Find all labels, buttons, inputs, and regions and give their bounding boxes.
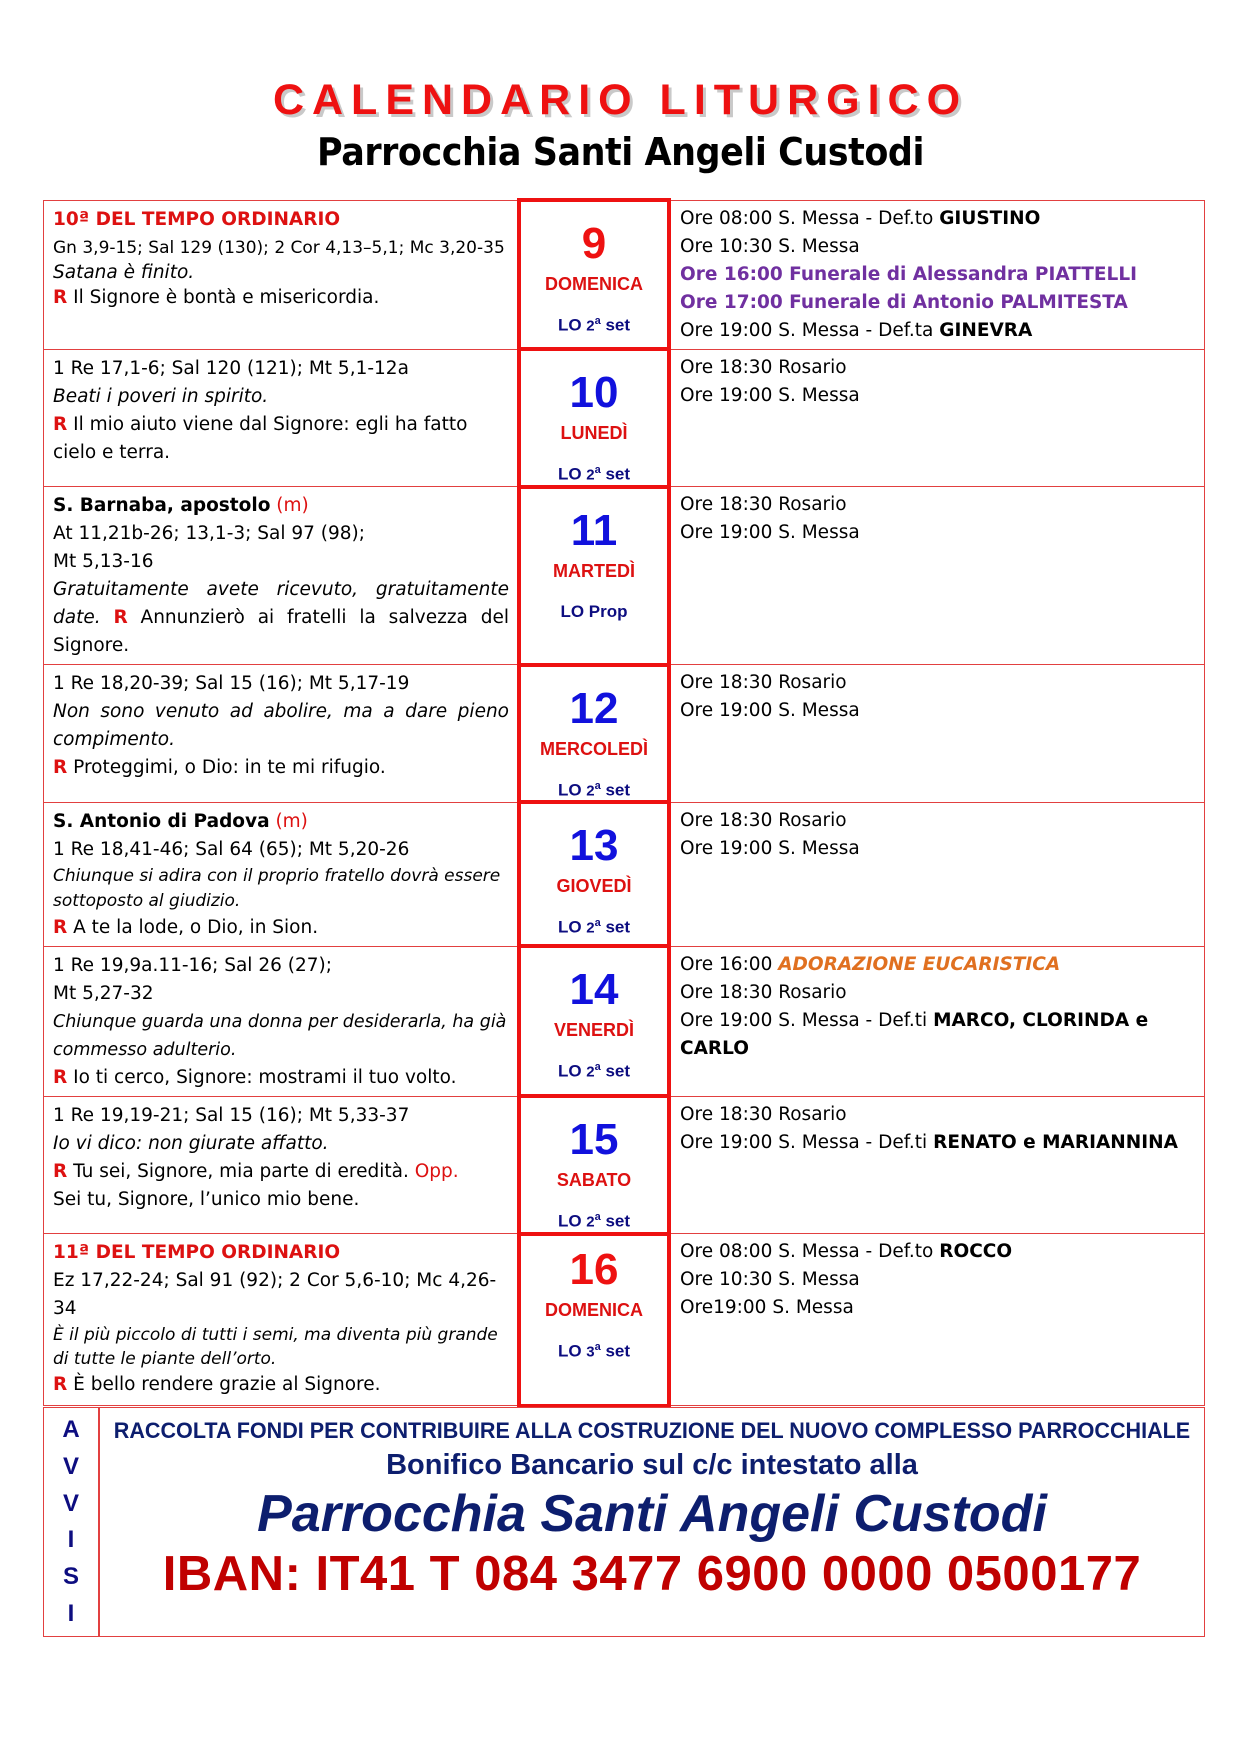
- antiphon: Beati i poveri in spirito.: [53, 385, 269, 407]
- scripture-refs: Ez 17,22-24; Sal 91 (92); 2 Cor 5,6-10; Mc 4,26-34: [53, 1270, 497, 1320]
- readings-cell: [44, 200, 520, 349]
- notices-letter: I: [67, 1526, 75, 1554]
- response-text: Il Signore è bontà e misericordia.: [67, 286, 380, 308]
- response-text: Il mio aiuto viene dal Signore: egli ha fatto cielo e terra.: [53, 413, 468, 463]
- events-cell: [669, 349, 1205, 487]
- events-cell: [669, 665, 1205, 803]
- response-marker: R: [53, 1160, 68, 1182]
- response-text: Io ti cerco, Signore: mostrami il tuo volto.: [67, 1066, 457, 1088]
- readings-cell: [44, 349, 520, 487]
- events-cell: [669, 1096, 1205, 1234]
- event-line: Ore 16:00 ADORAZIONE EUCARISTICA: [680, 953, 1061, 975]
- event-line: Ore 19:00 S. Messa: [680, 522, 860, 544]
- liturgy-of-hours: LO 2$^a$ set: [557, 1061, 631, 1081]
- event-line: Ore 19:00 S. Messa - Def.ti MARCO, CLORINDA e CARLO: [680, 1009, 1149, 1059]
- day-name: VENERDÌ: [553, 1020, 634, 1041]
- antiphon: È il più piccolo di tutti i semi, ma diventa più grande di tutte le piante dell’orto.: [53, 1325, 498, 1370]
- calendar-row-10: [44, 349, 1205, 487]
- liturgy-of-hours: LO 3$^a$ set: [557, 1340, 631, 1361]
- funeral-event: Ore 16:00 Funerale di Alessandra PIATTELLI: [680, 263, 1137, 285]
- scripture-refs: Mt 5,13-16: [53, 551, 154, 573]
- event-line: Ore19:00 S. Messa: [680, 1297, 854, 1319]
- response-text: A te la lode, o Dio, in Sion.: [67, 916, 319, 938]
- day-cell: [519, 200, 669, 349]
- page-title: CALENDARIO LITURGICO: [272, 76, 969, 124]
- readings-cell: [44, 665, 520, 803]
- day-name: DOMENICA: [545, 1299, 643, 1320]
- adoration-label: ADORAZIONE EUCARISTICA: [778, 953, 1061, 975]
- psalm-response: [53, 411, 509, 467]
- scripture-refs: Mt 5,27-32: [53, 982, 154, 1004]
- event-line: Ore 18:30 Rosario: [680, 672, 847, 694]
- notices-letter: V: [62, 1452, 79, 1480]
- day-cell: [519, 802, 669, 946]
- psalm-response: [53, 754, 509, 782]
- day-number: 10: [569, 368, 619, 417]
- psalm-response: [53, 1371, 509, 1399]
- saint-name: S. Antonio di Padova: [53, 810, 270, 832]
- feast-title: 10ª DEL TEMPO ORDINARIO: [53, 208, 341, 230]
- notices-letter: S: [62, 1562, 79, 1590]
- day-cell: [519, 946, 669, 1096]
- event-line: Ore 18:30 Rosario: [680, 1103, 847, 1125]
- alternative-marker: Opp.: [414, 1160, 459, 1182]
- response-marker: R: [53, 286, 68, 308]
- day-name: GIOVEDÌ: [556, 876, 632, 897]
- antiphon: Gratuitamente avete ricevuto, gratuitamente date.: [53, 579, 509, 629]
- parish-subtitle: Parrocchia Santi Angeli Custodi: [316, 130, 925, 174]
- readings-cell: [44, 946, 520, 1096]
- memorial-marker: (m): [270, 495, 309, 517]
- day-cell: [519, 1234, 669, 1406]
- scripture-refs: At 11,21b-26; 13,1-3; Sal 97 (98);: [53, 523, 365, 545]
- event-line: Ore 18:30 Rosario: [680, 809, 847, 831]
- event-line: Ore 19:00 S. Messa: [680, 700, 860, 722]
- day-name: LUNEDÌ: [560, 423, 628, 443]
- events-cell: [669, 802, 1205, 946]
- antiphon: Non sono venuto ad abolire, ma a dare pieno compimento.: [53, 701, 509, 751]
- response-text: Tu sei, Signore, mia parte di eredità.: [67, 1160, 415, 1182]
- day-cell: [519, 665, 669, 803]
- fundraising-heading: RACCOLTA FONDI PER CONTRIBUIRE ALLA COSTRUZIONE DEL NUOVO COMPLESSO PARROCCHIALE: [113, 1418, 1191, 1443]
- notices-letter: I: [67, 1599, 75, 1627]
- calendar-row-11: [44, 487, 1205, 665]
- readings-cell: [44, 487, 520, 665]
- day-cell: [519, 349, 669, 487]
- events-cell: [669, 946, 1205, 1096]
- day-cell: [519, 1096, 669, 1234]
- day-name: SABATO: [556, 1170, 632, 1191]
- antiphon: Satana è finito.: [53, 261, 195, 283]
- day-name: MARTEDÌ: [553, 560, 635, 581]
- calendar-row-13: [44, 802, 1205, 946]
- liturgical-calendar-table: [43, 198, 1205, 1408]
- calendar-row-12: [44, 665, 1205, 803]
- psalm-response: [53, 284, 509, 312]
- event-line: Ore 18:30 Rosario: [680, 981, 847, 1003]
- liturgy-of-hours: LO 2$^a$ set: [557, 315, 631, 335]
- liturgy-of-hours: LO Prop: [560, 601, 628, 621]
- psalm-response: [53, 1158, 509, 1186]
- response-text: È bello rendere grazie al Signore.: [67, 1374, 381, 1396]
- event-line: Ore 10:30 S. Messa: [680, 235, 860, 257]
- day-number: 15: [569, 1115, 619, 1165]
- event-line: Ore 18:30 Rosario: [680, 356, 847, 378]
- notices-content: [100, 1408, 1204, 1636]
- feast-title: 11ª DEL TEMPO ORDINARIO: [53, 1242, 341, 1264]
- notices-box: [43, 1407, 1205, 1637]
- events-cell: [669, 1234, 1205, 1406]
- day-number: 12: [569, 683, 619, 733]
- event-line: Ore 19:00 S. Messa - Def.ta GINEVRA: [680, 319, 1033, 341]
- funeral-event: Ore 17:00 Funerale di Antonio PALMITESTA: [680, 291, 1128, 313]
- event-line: Ore 19:00 S. Messa - Def.ti RENATO e MARIANNINA: [680, 1131, 1178, 1153]
- antiphon: Chiunque guarda una donna per desiderarla, ha già commesso adulterio.: [53, 1011, 507, 1060]
- response-marker: R: [53, 916, 68, 938]
- psalm-response: [53, 1064, 509, 1092]
- account-holder: Parrocchia Santi Angeli Custodi: [257, 1485, 1047, 1543]
- antiphon: Io vi dico: non giurate affatto.: [53, 1132, 329, 1154]
- response-marker: R: [53, 757, 68, 779]
- event-line: Ore 08:00 S. Messa - Def.to GIUSTINO: [680, 207, 1041, 229]
- event-line: Ore 19:00 S. Messa: [680, 384, 860, 406]
- memorial-marker: (m): [269, 810, 308, 832]
- liturgy-of-hours: LO 2$^a$ set: [557, 1211, 631, 1231]
- liturgy-of-hours: LO 2$^a$ set: [557, 779, 631, 800]
- psalm-response: [53, 914, 509, 942]
- event-line: Ore 08:00 S. Messa - Def.to ROCCO: [680, 1241, 1013, 1263]
- response-marker: R: [113, 607, 128, 629]
- scripture-refs: 1 Re 19,9a.11-16; Sal 26 (27);: [53, 954, 332, 976]
- day-number: 11: [570, 505, 618, 555]
- scripture-refs: 1 Re 19,19-21; Sal 15 (16); Mt 5,33-37: [53, 1104, 410, 1126]
- readings-cell: [44, 802, 520, 946]
- day-name: DOMENICA: [545, 274, 643, 294]
- notices-vertical-label: [44, 1408, 100, 1636]
- saint-name: S. Barnaba, apostolo: [53, 495, 271, 517]
- scripture-refs: Gn 3,9-15; Sal 129 (130); 2 Cor 4,13–5,1; Mc 3,20-35: [53, 237, 505, 258]
- readings-cell: [44, 1234, 520, 1406]
- scripture-refs: 1 Re 18,41-46; Sal 64 (65); Mt 5,20-26: [53, 838, 410, 860]
- calendar-row-16: [44, 1234, 1205, 1406]
- event-line: Ore 19:00 S. Messa: [680, 837, 860, 859]
- day-number: 14: [569, 965, 619, 1015]
- readings-cell: [44, 1096, 520, 1234]
- response-text-alt: Sei tu, Signore, l’unico mio bene.: [53, 1188, 360, 1210]
- event-line: Ore 18:30 Rosario: [680, 494, 847, 516]
- notices-letter: V: [62, 1489, 79, 1517]
- bank-transfer-text: Bonifico Bancario sul c/c intestato alla: [386, 1449, 918, 1481]
- scripture-refs: 1 Re 17,1-6; Sal 120 (121); Mt 5,1-12a: [53, 357, 409, 379]
- iban: IBAN: IT41 T 084 3477 6900 0000 0500177: [162, 1547, 1142, 1601]
- response-marker: R: [53, 413, 68, 435]
- response-text: Proteggimi, o Dio: in te mi rifugio.: [67, 757, 386, 779]
- day-name: MERCOLEDÌ: [540, 738, 648, 759]
- events-cell: [669, 200, 1205, 349]
- notices-letter: A: [62, 1416, 80, 1444]
- response-marker: R: [53, 1066, 68, 1088]
- calendar-row-15: [44, 1096, 1205, 1234]
- event-line: Ore 10:30 S. Messa: [680, 1269, 860, 1291]
- liturgy-of-hours: LO 2$^a$ set: [557, 464, 631, 484]
- response-marker: R: [53, 1374, 68, 1396]
- liturgy-of-hours: LO 2$^a$ set: [557, 917, 631, 937]
- response-text: Annunzierò ai fratelli la salvezza del Signore.: [53, 607, 509, 657]
- calendar-row-14: [44, 946, 1205, 1096]
- scripture-refs: 1 Re 18,20-39; Sal 15 (16); Mt 5,17-19: [53, 673, 410, 695]
- day-cell: [519, 487, 669, 665]
- events-cell: [669, 487, 1205, 665]
- day-number: 9: [581, 219, 607, 268]
- day-number: 16: [569, 1244, 619, 1294]
- day-number: 13: [569, 821, 619, 871]
- calendar-row-9: [44, 200, 1205, 349]
- antiphon: Chiunque si adira con il proprio fratello dovrà essere sottoposto al giudizio.: [53, 865, 501, 911]
